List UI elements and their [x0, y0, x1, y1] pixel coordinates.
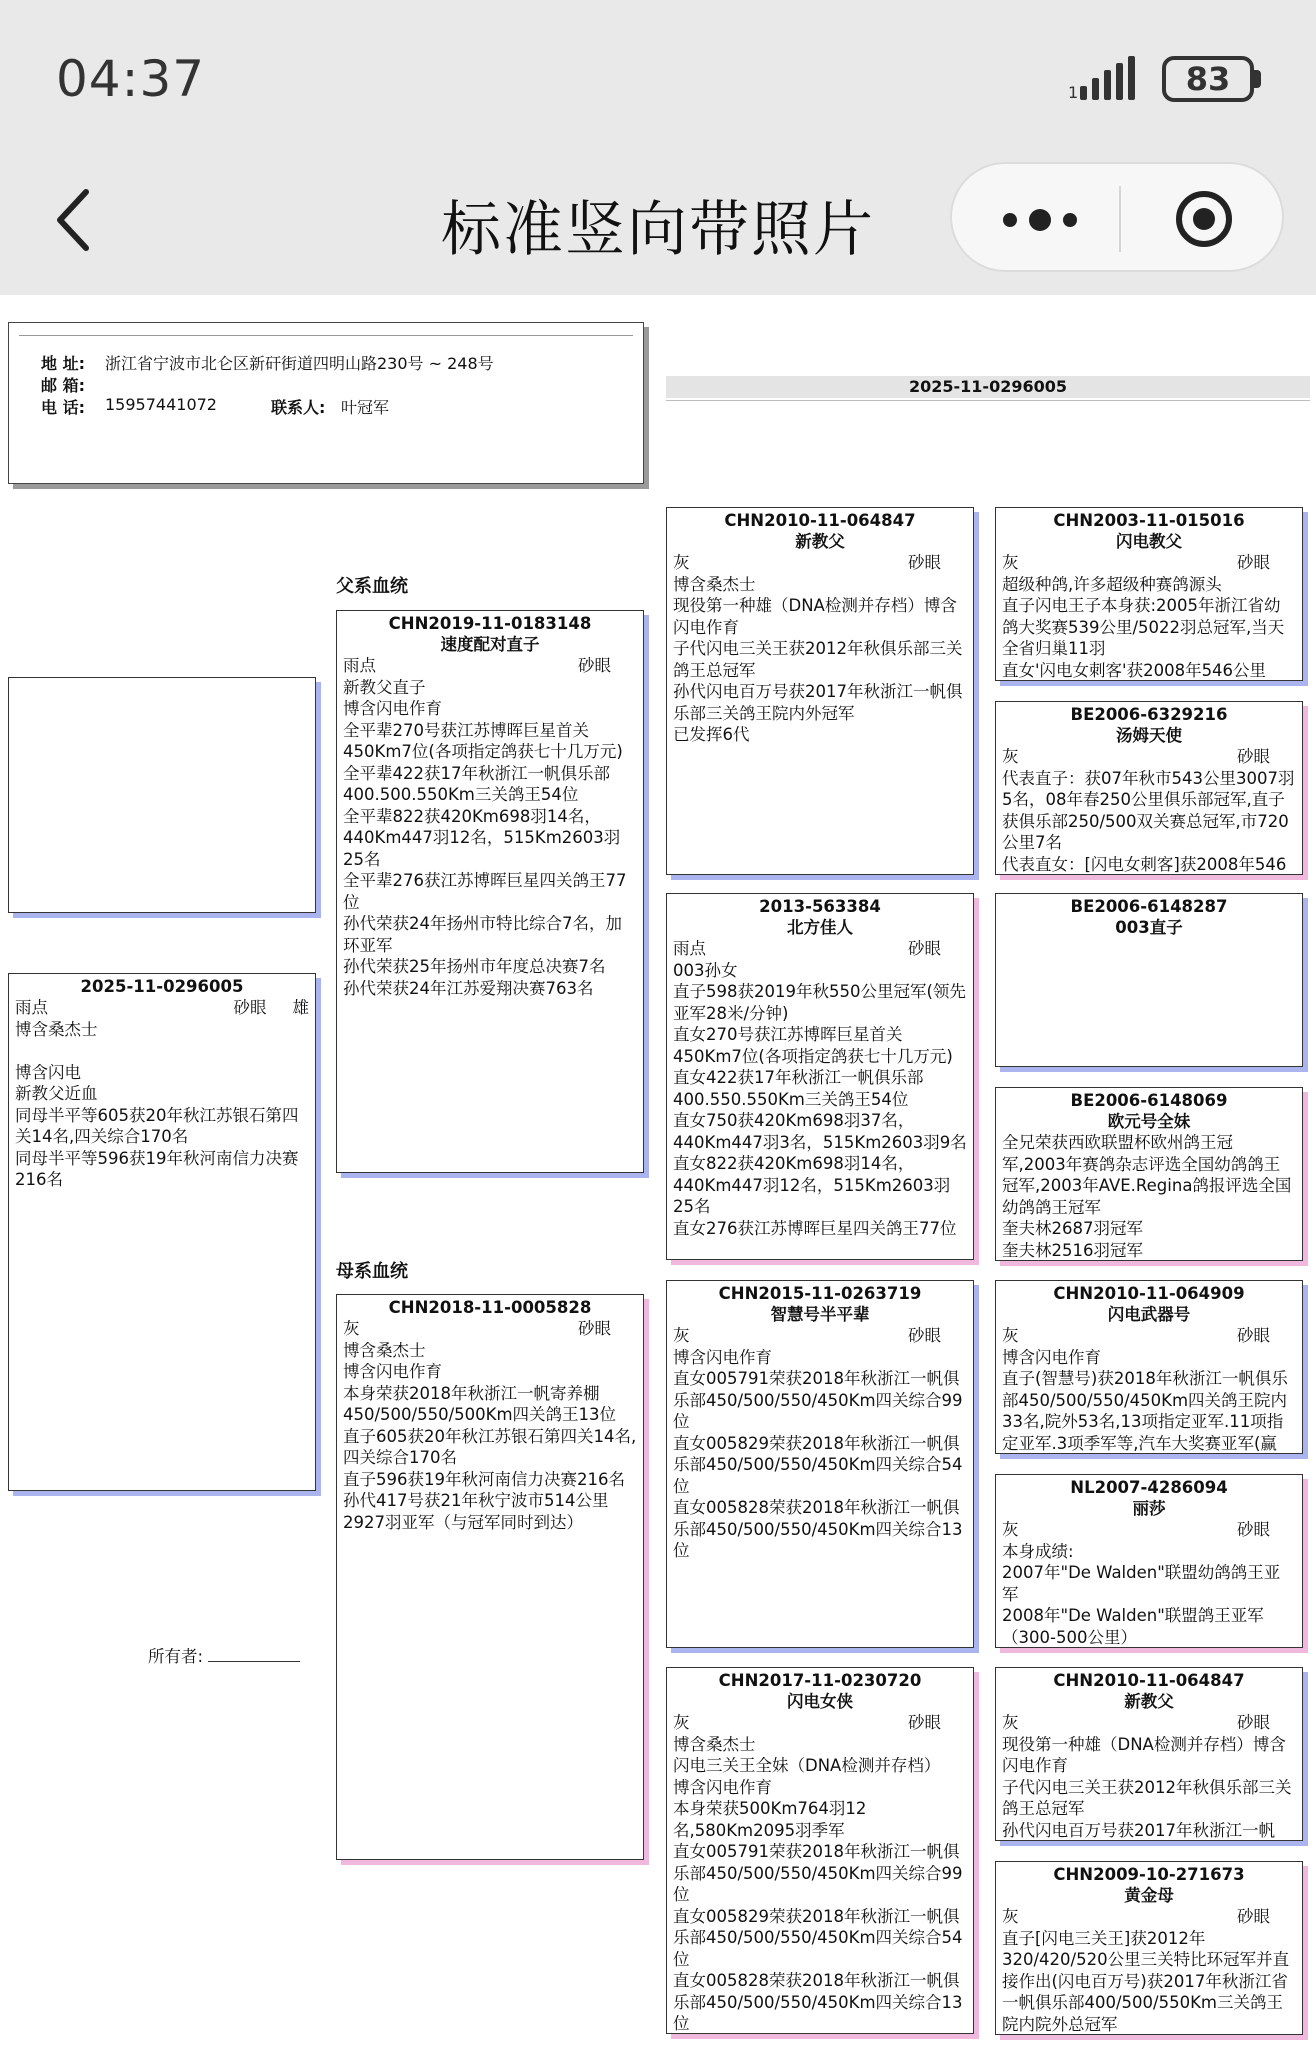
top-bar [0, 0, 1316, 295]
phone-value: 15957441072 [105, 395, 217, 414]
dd-note-line: 直女005791荣获2018年秋浙江一帆俱乐部450/500/550/450Km四关综合99位 [673, 1842, 963, 1904]
dam-note-line: 博含闪电作育 [343, 1362, 442, 1381]
sire-note-line: 新教父直子 [343, 677, 426, 697]
page-title: 标准竖向带照片 [441, 195, 875, 265]
dsd-ring: NL2007-4286094 [1070, 1478, 1228, 1497]
card-sds [995, 893, 1303, 1067]
battery-indicator: 83 [1162, 56, 1254, 102]
ddd-note-line: 直子[闪电三关王]获2012年320/420/520公里三关特比环冠军并直接作出(闪电百万号)获2017年秋浙江省一帆俱乐部400/500/550Km三关鸽王院内院外总冠军 [1002, 1928, 1290, 2034]
sire-note-line: 孙代荣获24年江苏爱翔决赛763名 [343, 978, 594, 998]
sire-note-line: 全平辈822获420Km698羽14名，440Km447羽12名，515Km2603羽25名 [343, 806, 621, 869]
dss-color: 灰 [1002, 1326, 1019, 1345]
dds-eye: 砂眼 [1237, 1713, 1270, 1732]
dsd-name: 丽莎 [1132, 1499, 1166, 1518]
card-ssd [995, 701, 1303, 875]
card-subject [8, 973, 316, 1491]
sire-ring: CHN2019-11-0183148 [388, 614, 592, 633]
dd-ring: CHN2017-11-0230720 [718, 1671, 922, 1690]
dam-note-line: 本身荣获2018年秋浙江一帆寄养棚450/500/550/500Km四关鸽王13位 [343, 1383, 617, 1424]
sd-note-line: 直女750获420Km698羽37名，440Km447羽3名，515Km2603羽9名 [673, 1111, 967, 1152]
more-icon[interactable] [1000, 208, 1080, 232]
dam-notes [343, 1340, 637, 1534]
ssd-note-line: 代表直子：获07年秋市543公里3007羽5名，08年春250公里俱乐部冠军,直子获俱乐部250/500双关赛总冠军,市720公里7名 [1002, 768, 1295, 852]
svg-text:1: 1 [1068, 83, 1079, 102]
capsule-divider [1119, 186, 1121, 252]
photo-frame[interactable] [8, 677, 316, 913]
dam-note-line: 博含桑杰士 [343, 1340, 426, 1360]
contact-person-value: 叶冠军 [341, 398, 390, 417]
sdd-notes [1002, 1132, 1296, 1261]
sd-note-line: 直女822获420Km698羽14名，440Km447羽12名，515Km2603羽25名 [673, 1154, 951, 1216]
ss-note-line: 现役第一种雄（DNA检测并存档）博含闪电作育 [673, 596, 957, 637]
dds-color: 灰 [1002, 1713, 1019, 1732]
sire-name: 速度配对直子 [440, 635, 540, 654]
subject-meta [15, 997, 309, 1019]
address-value: 浙江省宁波市北仑区新矸街道四明山路230号 ~ 248号 [105, 354, 494, 373]
ddd-name: 黄金母 [1124, 1886, 1174, 1905]
dsd-notes [1002, 1541, 1296, 1649]
sire-note-line: 全平辈422获17年秋浙江一帆俱乐部400.500.550Km三关鸽王54位 [343, 763, 610, 804]
dds-notes [1002, 1734, 1296, 1842]
ddd-meta [1002, 1906, 1296, 1928]
ss-ring: CHN2010-11-064847 [724, 511, 916, 530]
owner-label: 所有者: [148, 1647, 204, 1666]
card-sire-sire [666, 507, 974, 875]
card-sire [336, 610, 644, 1173]
phone-label: 电 话: [41, 398, 85, 417]
ss-eye: 砂眼 [908, 553, 941, 572]
dss-eye: 砂眼 [1237, 1326, 1270, 1345]
sss-meta [1002, 552, 1296, 574]
ds-note-line: 博含闪电作育 [673, 1347, 772, 1367]
sire-note-line: 孙代荣获24年扬州市特比综合7名，加环亚军 [343, 914, 622, 955]
ds-note-line: 直女005829荣获2018年秋浙江一帆俱乐部450/500/550/450Km四关综合54位 [673, 1433, 963, 1496]
card-dam-sire [666, 1280, 974, 1648]
dsd-meta [1002, 1519, 1296, 1541]
sd-ring: 2013-563384 [759, 897, 881, 916]
sire-line-label: 父系血统 [336, 576, 408, 597]
sdd-name: 欧元号全妹 [1107, 1112, 1191, 1131]
card-dds [995, 1667, 1303, 1841]
close-target-icon[interactable] [1174, 189, 1234, 249]
sire-eye: 砂眼 [578, 656, 611, 675]
dd-eye: 砂眼 [908, 1713, 941, 1732]
ss-meta [673, 552, 967, 574]
sd-eye: 砂眼 [908, 939, 941, 958]
sss-note-line: 超级种鸽,许多超级种赛鸽源头 [1002, 574, 1222, 594]
dd-note-line: 博含桑杰士 [673, 1734, 756, 1754]
dss-notes [1002, 1347, 1296, 1455]
card-sdd [995, 1087, 1303, 1261]
pedigree-banner: 2025-11-0296005 [666, 376, 1310, 398]
dds-note-line: 现役第一种雄（DNA检测并存档）博含闪电作育 [1002, 1734, 1286, 1775]
dd-note-line: 本身荣获500Km764羽12名,580Km2095羽季军 [673, 1799, 867, 1840]
subject-note-line: 博含桑杰士 [15, 1019, 98, 1039]
card-dam [336, 1294, 644, 1860]
dam-eye: 砂眼 [578, 1319, 611, 1338]
dd-name: 闪电女侠 [787, 1692, 853, 1711]
dsd-note-line: 2007年"De Walden"联盟幼鸽鸽王亚军 [1002, 1563, 1281, 1604]
sdd-ring: BE2006-6148069 [1070, 1091, 1228, 1110]
sire-note-line: 孙代荣获25年扬州市年度总决赛7名 [343, 957, 606, 976]
sd-meta [673, 938, 967, 960]
ss-note-line: 孙代闪电百万号获2017年秋浙江一帆俱乐部三关鸽王院内外冠军 [673, 682, 963, 723]
sire-color: 雨点 [343, 656, 376, 675]
ds-meta [673, 1325, 967, 1347]
sd-note-line: 直子598获2019年秋550公里冠军(领先亚军28米/分钟) [673, 982, 966, 1023]
subject-note-line: 同母半平等605获20年秋江苏银石第四关14名,四关综合170名 [15, 1105, 299, 1146]
dss-note-line: 博含闪电作育 [1002, 1347, 1101, 1367]
ds-note-line: 直女005791荣获2018年秋浙江一帆俱乐部450/500/550/450Km四关综合99位 [673, 1369, 963, 1431]
ss-note-line: 博含桑杰士 [673, 574, 756, 594]
sss-ring: CHN2003-11-015016 [1053, 511, 1245, 530]
ss-note-line: 已发挥6代 [673, 725, 750, 744]
subject-sex: 雄 [292, 998, 309, 1017]
dd-color: 灰 [673, 1713, 690, 1732]
sss-notes [1002, 574, 1296, 682]
dds-meta [1002, 1712, 1296, 1734]
owner-line [148, 1643, 300, 1667]
subject-note-line: 新教父近血 [15, 1084, 98, 1103]
dds-ring: CHN2010-11-064847 [1053, 1671, 1245, 1690]
sdd-note-line: 奎夫林2516羽冠军 [1002, 1240, 1143, 1260]
banner-rule [666, 400, 1310, 401]
sd-note-line: 直女276获江苏博晖巨星四关鸽王77位 [673, 1218, 957, 1238]
ssd-note-line: 代表直女：[闪电女刺客]获2008年546 [1002, 854, 1287, 874]
ss-name: 新教父 [795, 532, 845, 551]
dsd-note-line: 本身成绩: [1002, 1541, 1074, 1561]
dd-meta [673, 1712, 967, 1734]
dam-ring: CHN2018-11-0005828 [388, 1298, 592, 1317]
ssd-notes [1002, 768, 1296, 876]
dsd-color: 灰 [1002, 1520, 1019, 1539]
sd-color: 雨点 [673, 939, 706, 958]
sire-meta [343, 655, 637, 677]
subject-notes [15, 1019, 309, 1191]
contact-rule [19, 335, 633, 336]
sss-name: 闪电教父 [1116, 532, 1182, 551]
sire-note-line: 博含闪电作育 [343, 699, 442, 718]
sd-note-line: 直女422获17年秋浙江一帆俱乐部400.550.550Km三关鸽王54位 [673, 1068, 924, 1109]
status-time: 04:37 [56, 50, 206, 108]
owner-blank[interactable] [208, 1648, 300, 1662]
ddd-notes [1002, 1928, 1296, 2036]
dss-ring: CHN2010-11-064909 [1053, 1284, 1245, 1303]
ds-color: 灰 [673, 1326, 690, 1345]
ds-note-line: 直女005828荣获2018年秋浙江一帆俱乐部450/500/550/450Km四关综合13位 [673, 1498, 963, 1560]
dam-note-line: 直子596获19年秋河南信力决赛216名 [343, 1469, 625, 1489]
dam-note-line: 孙代417号获21年秋宁波市514公里2927羽亚军（与冠军同时到达） [343, 1491, 609, 1532]
dss-note-line: 直子(智慧号)获2018年秋浙江一帆俱乐部450/500/550/450Km四关鸽王院内33名,院外53名,13项指定亚军.11项指定亚军.3项季军等,汽车大奖赛亚军(赢 [1002, 1369, 1288, 1453]
dds-note-line: 子代闪电三关王获2012年秋俱乐部三关鸽王总冠军 [1002, 1777, 1292, 1818]
dd-note-line: 博含闪电作育 [673, 1777, 772, 1797]
sss-note-line: 直女'闪电女刺客'获2008年546公里 [1002, 660, 1267, 680]
sdd-note-line: 奎夫林2687羽冠军 [1002, 1219, 1143, 1238]
sire-note-line: 全平辈276获江苏博晖巨星四关鸽王77位 [343, 871, 627, 912]
ssd-color: 灰 [1002, 747, 1019, 766]
ds-eye: 砂眼 [908, 1326, 941, 1345]
subject-note-line: 同母半平等596获19年秋河南信力决赛216名 [15, 1148, 299, 1189]
sss-color: 灰 [1002, 553, 1019, 572]
ds-ring: CHN2015-11-0263719 [718, 1284, 922, 1303]
ss-note-line: 子代闪电三关王获2012年秋俱乐部三关鸽王总冠军 [673, 639, 963, 680]
sds-name: 003直子 [1115, 918, 1183, 937]
dss-name: 闪电武器号 [1107, 1305, 1191, 1324]
address-label: 地 址: [41, 354, 85, 373]
dd-note-line: 直女005828荣获2018年秋浙江一帆俱乐部450/500/550/450Km四关综合13位 [673, 1971, 963, 2033]
sire-notes [343, 677, 637, 1000]
sd-name: 北方佳人 [787, 918, 853, 937]
sd-notes [673, 960, 967, 1240]
subject-eye: 砂眼 [233, 998, 267, 1017]
dss-meta [1002, 1325, 1296, 1347]
ddd-eye: 砂眼 [1237, 1907, 1270, 1926]
ds-name: 智慧号半平辈 [770, 1305, 870, 1324]
ssd-eye: 砂眼 [1237, 747, 1270, 766]
dds-name: 新教父 [1124, 1692, 1174, 1711]
dsd-eye: 砂眼 [1237, 1520, 1270, 1539]
dam-meta [343, 1318, 637, 1340]
ssd-meta [1002, 746, 1296, 768]
ssd-name: 汤姆天使 [1116, 726, 1182, 745]
card-sire-dam [666, 893, 974, 1260]
card-sss [995, 507, 1303, 681]
card-ddd [995, 1861, 1303, 2035]
sss-note-line: 直子闪电王子本身获:2005年浙江省幼鸽大奖赛539公里/5022羽总冠军,当天全省归巢11羽 [1002, 596, 1285, 658]
dd-note-line: 直女005829荣获2018年秋浙江一帆俱乐部450/500/550/450Km四关综合54位 [673, 1906, 963, 1969]
contact-person-label: 联系人: [271, 398, 326, 417]
sdd-note-line: 全兄荣获西欧联盟杯欧州鸽王冠军,2003年赛鸽杂志评选全国幼鸽鸽王冠军,2003年AVE.Regina鸽报评选全国幼鸽鸽王冠军 [1002, 1133, 1292, 1217]
ddd-color: 灰 [1002, 1907, 1019, 1926]
subject-note-line [15, 1040, 309, 1062]
ddd-ring: CHN2009-10-271673 [1053, 1865, 1245, 1884]
signal-icon [1068, 56, 1144, 102]
sd-note-line: 直女270号获江苏博晖巨星首关450Km7位(各项指定鸽获七十几万元) [673, 1025, 953, 1066]
dam-color: 灰 [343, 1319, 360, 1338]
dds-note-line: 孙代闪电百万号获2017年秋浙江一帆 [1002, 1820, 1275, 1840]
sire-note-line: 全平辈270号获江苏博晖巨星首关450Km7位(各项指定鸽获七十几万元) [343, 720, 623, 761]
postcode-label: 邮 箱: [41, 376, 85, 395]
battery-tip [1254, 70, 1261, 88]
subject-color: 雨点 [15, 998, 48, 1017]
card-dsd [995, 1474, 1303, 1648]
dd-note-line: 闪电三关王全妹（DNA检测并存档） [673, 1756, 941, 1775]
ssd-ring: BE2006-6329216 [1070, 705, 1228, 724]
dam-note-line: 直子605获20年秋江苏银石第四关14名,四关综合170名 [343, 1426, 637, 1467]
subject-ring: 2025-11-0296005 [80, 977, 244, 996]
card-dss [995, 1280, 1303, 1454]
ss-notes [673, 574, 967, 746]
sss-eye: 砂眼 [1237, 553, 1270, 572]
dsd-note-line: 2008年"De Walden"联盟鸽王亚军（300-500公里） [1002, 1606, 1264, 1647]
card-dam-dam [666, 1667, 974, 2034]
ss-color: 灰 [673, 553, 690, 572]
contact-box [8, 322, 644, 484]
sds-ring: BE2006-6148287 [1070, 897, 1228, 916]
dam-line-label: 母系血统 [336, 1261, 408, 1282]
dd-notes [673, 1734, 967, 2035]
ds-notes [673, 1347, 967, 1562]
sd-note-line: 003孙女 [673, 960, 738, 980]
subject-note-line: 博含闪电 [15, 1062, 81, 1082]
mini-program-capsule [950, 162, 1284, 272]
